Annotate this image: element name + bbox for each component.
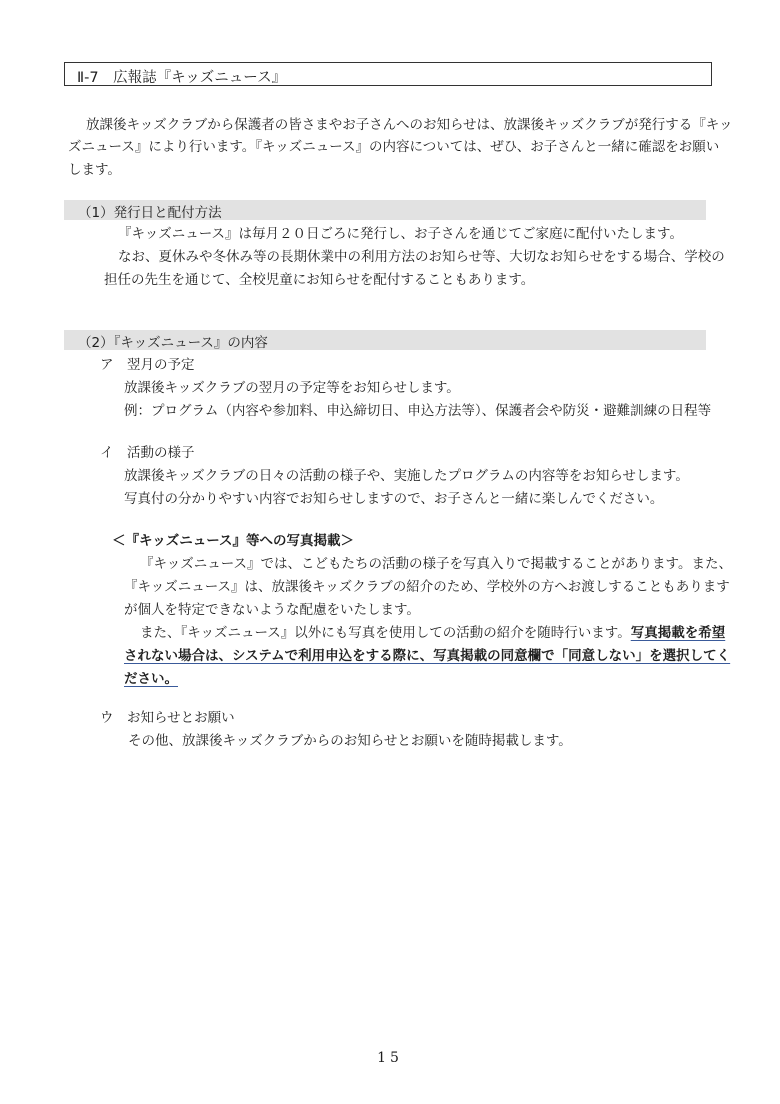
photo-heading: ＜『キッズニュース』等への写真掲載＞ [112,533,355,549]
item-a-label: ア 翌月の予定 [100,357,195,373]
page-number: 15 [377,1050,403,1066]
photo-line-4-emphasis: 写真掲載を希望 [630,625,726,641]
section-title: Ⅱ-7 広報誌『キッズニュース』 [77,70,287,86]
photo-line-4-plain: また、『キッズニュース』以外にも写真を使用しての活動の紹介を随時行います。 [140,625,631,641]
intro-line-1: 放課後キッズクラブから保護者の皆さまやお子さんへのお知らせは、放課後キッズクラブが発行する『キッ [86,117,733,133]
photo-line-6-emphasis: ださい。 [124,671,178,687]
section1-line-3: 担任の先生を通じて、全校児童にお知らせを配付することもあります。 [104,272,535,288]
item-i-line-1: 放課後キッズクラブの日々の活動の様子や、実施したプログラムの内容等をお知らせします。 [124,468,689,484]
section1-line-1: 『キッズニュース』は毎月２０日ごろに発行し、お子さんを通じてご家庭に配付いたします。 [118,226,683,242]
item-i-line-2: 写真付の分かりやすい内容でお知らせしますので、お子さんと一緒に楽しんでください。 [124,491,664,507]
item-a-line-2: 例：プログラム（内容や参加料、申込締切日、申込方法等）、保護者会や防災・避難訓練の日程等 [124,403,712,419]
section-title-box [64,62,712,86]
item-u-line-1: その他、放課後キッズクラブからのお知らせとお願いを随時掲載します。 [128,733,572,749]
section2-heading-band [64,330,706,350]
photo-line-1: 『キッズニュース』では、こどもたちの活動の様子を写真入りで掲載することがあります。また、 [140,556,732,572]
photo-line-2: 『キッズニュース』は、放課後キッズクラブの紹介のため、学校外の方へお渡しすることもあります [124,579,730,595]
section1-line-2: なお、夏休みや冬休み等の長期休業中の利用方法のお知らせ等、大切なお知らせをする場合、学校の [118,249,725,265]
intro-line-2: ズニュース』により行います。『キッズニュース』の内容については、ぜひ、お子さんと一緒に確認をお願い [68,139,720,155]
section2-heading: （2）『キッズニュース』の内容 [78,335,268,351]
intro-line-3: します。 [68,162,121,178]
section1-heading-band [64,200,706,220]
item-i-label: イ 活動の様子 [100,445,195,461]
photo-line-4 [140,621,725,641]
item-a-line-1: 放課後キッズクラブの翌月の予定等をお知らせします。 [124,380,460,396]
photo-line-5-emphasis: されない場合は、システムで利用申込をする際に、写真掲載の同意欄で「同意しない」を選択してく [124,648,731,664]
section1-heading: （1）発行日と配付方法 [78,205,222,221]
item-u-label: ウ お知らせとお願い [100,710,235,726]
photo-line-3: が個人を特定できないような配慮をいたします。 [124,602,420,618]
